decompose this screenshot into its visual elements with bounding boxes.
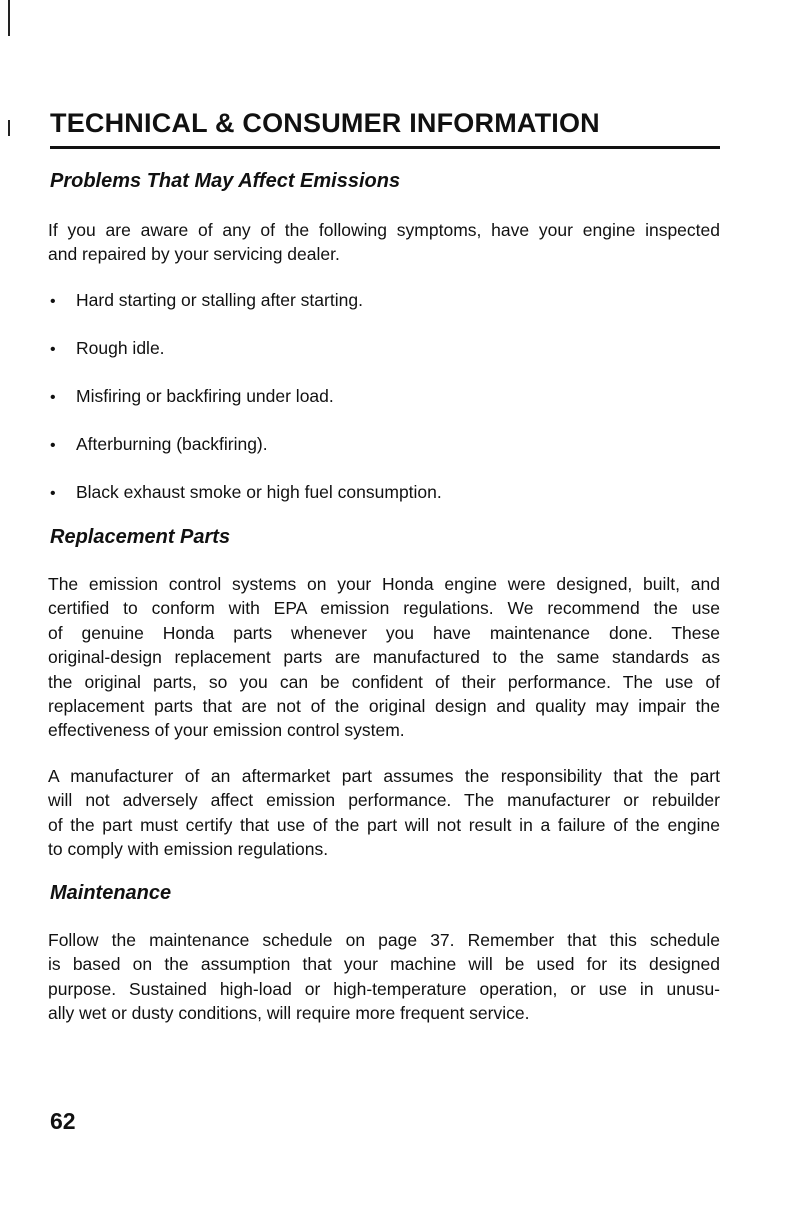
section-heading-replacement-parts: Replacement Parts (50, 526, 231, 548)
page-number: 62 (50, 1108, 76, 1134)
list-item (50, 482, 442, 503)
symptom-text: Black exhaust smoke or high fuel consumption. (76, 482, 442, 502)
text-line: effectiveness of your emission control system. (48, 720, 405, 741)
text-line: replacement parts that are not of the original design and quality may impair the (48, 696, 720, 717)
list-item (50, 338, 165, 359)
bullet-icon: • (50, 437, 56, 454)
maintenance-paragraph (48, 928, 720, 1026)
text-line: purpose. Sustained high-load or high-temperature operation, or use in unusu- (48, 978, 720, 999)
text-line: A manufacturer of an aftermarket part assumes the responsibility that the part (48, 766, 720, 786)
text-line: of the part must certify that use of the part will not result in a failure of the engine (48, 814, 720, 835)
list-item (50, 434, 268, 455)
section-heading-maintenance: Maintenance (50, 882, 172, 904)
text-line: If you are aware of any of the following symptoms, have your engine inspected (48, 220, 720, 240)
bullet-icon: • (50, 389, 56, 406)
text-line: original-design replacement parts are manufactured to the same standards as (48, 647, 720, 668)
title-divider (50, 146, 720, 149)
section-heading-emissions-problems: Problems That May Affect Emissions (50, 170, 401, 192)
text-line: will not adversely affect emission performance. The manufacturer or rebuilder (48, 790, 720, 811)
page-title: TECHNICAL & CONSUMER INFORMATION (50, 108, 600, 138)
text-line: of genuine Honda parts whenever you have maintenance done. These (48, 622, 720, 643)
symptom-text: Afterburning (backfiring). (76, 434, 268, 454)
bullet-icon: • (50, 485, 56, 502)
text-line: to comply with emission regulations. (48, 839, 329, 860)
list-item (50, 386, 334, 407)
text-line: and repaired by your servicing dealer. (48, 244, 340, 265)
scan-edge-mark (8, 0, 10, 36)
replacement-parts-paragraph-2 (48, 764, 720, 862)
text-line: is based on the assumption that your machine will be used for its designed (48, 954, 720, 975)
symptom-text: Hard starting or stalling after starting. (76, 290, 363, 310)
replacement-parts-paragraph-1 (48, 572, 720, 743)
bullet-icon: • (50, 293, 56, 310)
emissions-intro-paragraph (48, 218, 720, 267)
text-line: certified to conform with EPA emission regulations. We recommend the use (48, 598, 720, 619)
symptom-text: Misfiring or backfiring under load. (76, 386, 334, 406)
list-item (50, 290, 363, 311)
text-line: ally wet or dusty conditions, will require more frequent service. (48, 1003, 530, 1024)
bullet-icon: • (50, 341, 56, 358)
text-line: the original parts, so you can be confident of their performance. The use of (48, 671, 720, 692)
symptom-text: Rough idle. (76, 338, 165, 358)
scan-edge-mark (8, 120, 10, 136)
text-line: The emission control systems on your Honda engine were designed, built, and (48, 574, 720, 594)
text-line: Follow the maintenance schedule on page 37. Remember that this schedule (48, 930, 720, 950)
